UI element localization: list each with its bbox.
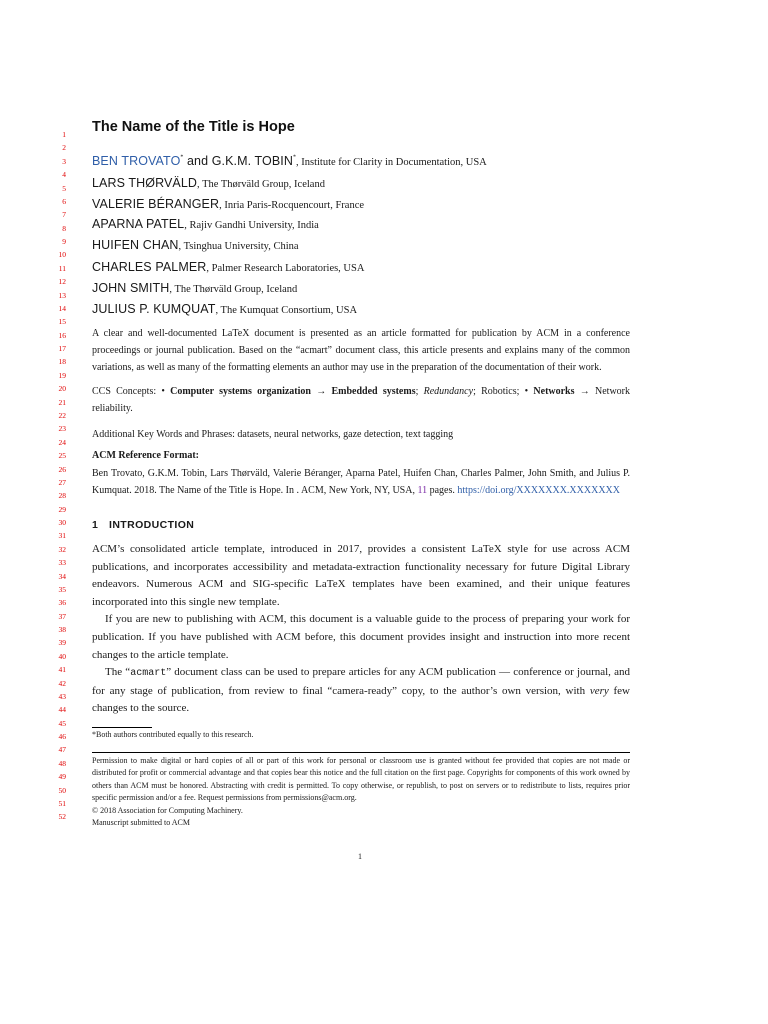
line-number: 31 [58,531,66,541]
author-affiliation: , Institute for Clarity in Documentation, USA [296,157,487,168]
author-affiliation: , The Kumquat Consortium, USA [215,305,358,316]
author-name: CHARLES PALMER [92,260,207,274]
author-affiliation: , The Thørväld Group, Iceland [197,179,325,190]
line-number: 48 [58,758,66,768]
manuscript-line: Manuscript submitted to ACM [92,818,190,828]
author-line-1 [92,152,652,170]
reference-pages-word: pages. [427,485,458,497]
line-number: 41 [58,665,66,675]
line-number: 4 [62,170,66,180]
line-number: 29 [58,504,66,514]
author-name: APARNA PATEL [92,217,185,231]
section-number: 1 [92,519,99,531]
line-number: 37 [58,611,66,621]
author-line-5 [92,236,652,254]
line-number: 32 [58,544,66,554]
ccs-concepts [92,383,630,417]
ccs-concept: Networks [533,386,575,397]
author-line-7 [92,279,652,297]
author-name: LARS THØRVÄLD [92,176,198,190]
author-affiliation: , Inria Paris-Rocquencourt, France [219,200,365,211]
line-number: 16 [58,330,66,340]
paragraph-text: ” document class can be used to prepare articles for any ACM publication — conference or journal, and for any stage of publication, from review to final “camera-ready” copy, to the author’s own version, with [92,666,631,697]
line-number: 1 [62,130,66,139]
line-number: 14 [58,303,66,313]
author-mark: * [180,154,184,161]
author-mark: * [293,154,297,161]
line-number: 43 [58,691,66,701]
abstract: A clear and well-documented LaTeX document is presented as an article formatted for publication by ACM in a conference proceedings or journal publication. Based on the “acmart” document class, this article presents and explains many of the common variations, as well as many of the formatting elements an author may use in the preparation of the documentation of their work. [92,328,630,374]
doi-link[interactable]: https://doi.org/XXXXXXX.XXXXXXX [457,485,620,497]
line-number: 47 [58,745,66,755]
author-affiliation: , Rajiv Gandhi University, India [184,220,319,231]
line-number: 20 [58,384,66,394]
paragraph [92,664,630,718]
ccs-label: CCS Concepts: [92,386,162,397]
line-number: 15 [58,317,66,327]
line-number: 36 [58,598,66,608]
reference-text: Ben Trovato, G.K.M. Tobin, Lars Thørväld, Valerie Béranger, Aparna Patel, Huifen Chan, Charles Palmer, John Smith, and Julius P. Kumquat. 2018. The Name of the Title is Hope. In . ACM, New York, NY, USA, [92,468,630,497]
line-number: 28 [58,491,66,501]
line-number: 45 [58,718,66,728]
author-affiliation: , The Thørväld Group, Iceland [169,284,298,295]
line-number: 12 [58,277,66,287]
author-name: JOHN SMITH [92,281,170,295]
line-number: 2 [62,143,66,153]
line-number: 46 [58,732,66,742]
footnote-rule [92,727,152,728]
permission-rule [92,752,630,753]
keywords: Additional Key Words and Phrases: datasets, neural networks, gaze detection, text tagging [92,429,454,440]
line-number: 18 [58,357,66,367]
ccs-concept: Network reliability. [92,386,630,414]
author-affiliation: , Palmer Research Laboratories, USA [206,263,365,274]
ccs-separator: ; Robotics; [473,386,525,397]
ccs-bullet: • [524,386,534,397]
line-number: 35 [58,584,66,594]
paper-title: The Name of the Title is Hope [92,119,295,135]
line-number: 25 [58,451,66,461]
line-number: 38 [58,625,66,635]
line-number: 22 [58,410,66,420]
section-heading [92,519,630,531]
line-number: 9 [62,237,66,247]
permission-block [92,755,630,829]
ccs-separator: ; [415,386,424,397]
line-number: 49 [58,772,66,782]
paragraph: ACM’s consolidated article template, introduced in 2017, provides a consistent LaTeX style for use across ACM publications, and incorporates accessibility and metadata-extraction functionality necessary for future Digital Library endeavors. Numerous ACM and SIG-specific LaTeX templates have been examined, and their unique features incorporated into this single new template. [92,543,630,608]
author-name[interactable]: BEN TROVATO [92,154,181,168]
author-name: JULIUS P. KUMQUAT [92,302,216,316]
line-number: 8 [62,223,66,233]
author-line-2 [92,174,652,192]
line-number: 5 [62,183,66,193]
author-name: HUIFEN CHAN [92,238,179,252]
author-connector: and [183,154,212,168]
line-number: 50 [58,785,66,795]
line-number: 13 [58,290,66,300]
line-number: 40 [58,651,66,661]
author-line-6 [92,258,652,276]
ccs-arrow: → [574,386,595,397]
line-number: 24 [58,437,66,447]
permission-text: Permission to make digital or hard copies of all or part of this work for personal or classroom use is granted without fee provided that copies are not made or distributed for profit or commercial advantage and that copies bear this notice and the full citation on the first page. Copyrights for components of this work owned by others than ACM must be honored. Abstracting with credit is permitted. To copy otherwise, or republish, to post on servers or to redistribute to lists, requires prior specific permission and/or a fee. Request permissions from permissions@acm.org. [92,756,630,803]
ccs-bullet: • [161,386,171,397]
reference-heading: ACM Reference Format: [92,450,199,461]
introduction-body [92,541,630,718]
footnote: *Both authors contributed equally to this research. [92,730,254,739]
paragraph: If you are new to publishing with ACM, this document is a valuable guide to the process of preparing your work for publication. If you have published with ACM before, this document provides insight and instruction into more recent changes to the article template. [92,613,630,661]
ccs-concept: Embedded systems [331,386,416,397]
line-number: 7 [62,210,66,220]
author-name: G.K.M. TOBIN [211,154,294,168]
line-number: 42 [58,678,66,688]
line-number: 11 [58,263,66,273]
ccs-arrow: → [310,386,332,397]
line-number: 17 [58,344,66,354]
inline-code: acmart [130,668,167,680]
line-number: 6 [62,196,66,206]
author-line-4 [92,215,652,233]
line-number: 3 [62,156,66,166]
author-name: VALERIE BÉRANGER [92,197,220,211]
line-number: 30 [58,518,66,528]
line-number: 23 [58,424,66,434]
line-number: 51 [58,799,66,808]
line-number: 26 [58,464,66,474]
line-number: 39 [58,638,66,648]
copyright-line: © 2018 Association for Computing Machinery. [92,805,243,815]
line-number: 10 [58,250,66,260]
paragraph-text: few changes to the source. [92,684,630,715]
line-number: 19 [58,370,66,380]
line-number: 33 [58,558,66,568]
emphasis: very [589,684,609,697]
author-line-3 [92,195,652,213]
paragraph-text: The “ [105,666,131,679]
ccs-concept: Computer systems organization [170,386,311,397]
line-number: 52 [58,812,66,822]
author-affiliation: , Tsinghua University, China [178,241,299,252]
reference-pages-link[interactable]: 11 [417,485,428,497]
reference-format [92,465,630,499]
page-number: 1 [358,852,362,861]
line-number: 34 [58,571,66,581]
section-title: INTRODUCTION [109,519,195,531]
line-number: 44 [58,705,66,715]
author-line-8 [92,300,652,318]
line-number: 27 [58,477,66,487]
line-number: 21 [58,397,66,407]
ccs-concept: Redundancy [423,386,474,397]
